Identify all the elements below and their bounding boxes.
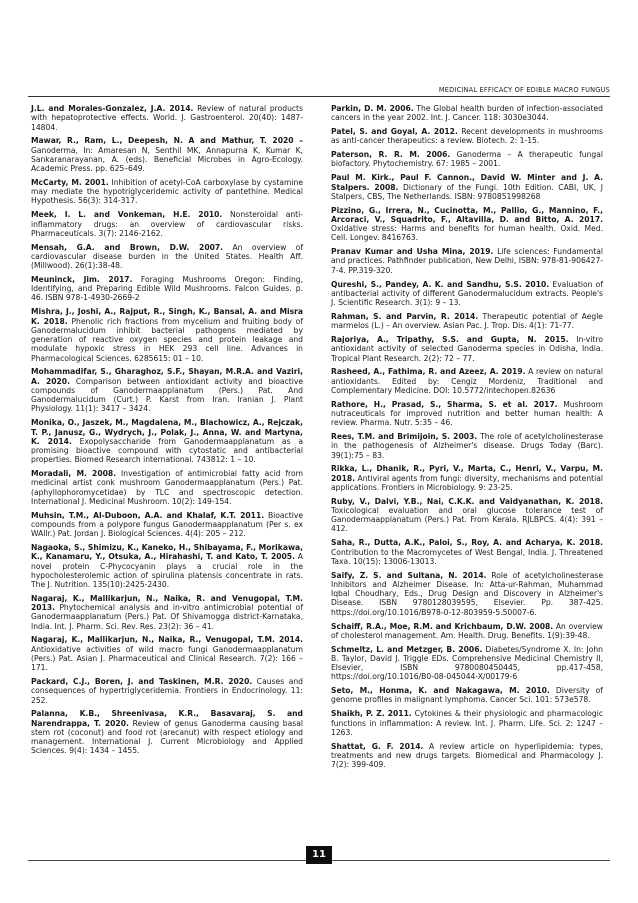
reference-entry (331, 127, 603, 146)
reference-entry (331, 104, 603, 123)
reference-entry (31, 178, 303, 206)
reference-text: Causes and consequences of hypertriglyceridemia. Frontiers in Endocrinology. 11: 252. (31, 677, 303, 705)
reference-authors: Rathore, H., Prasad, S., Sharma, S. et al. 2017. (331, 399, 558, 409)
reference-entry (331, 622, 603, 641)
reference-authors: Rikka, L., Dhanik, R., Pyri, V., Marta, C., Henri, V., Varpu, M. 2018. (331, 464, 603, 483)
reference-text: Life sciences: Fundamental and practices. Pathfinder publication, New Delhi, ISBN: 978-81-906427-7-4. PP.319-320. (331, 247, 604, 275)
reference-authors: Pranav Kumar and Usha Mina, 2019. (331, 247, 494, 257)
reference-entry (31, 136, 303, 173)
reference-authors: Meek, I. L. and Vonkeman, H.E. 2010. (31, 210, 223, 220)
reference-text: Therapeutic potential of Aegle marmelos (L.) – An overview. Asian Pac. J. Trop. Dis. 4(1): 71-77. (331, 311, 603, 331)
reference-authors: Rahman, S. and Parvin, R. 2014. (331, 311, 479, 321)
reference-authors: Shattat, G. F. 2014. (331, 741, 424, 751)
reference-entry (31, 367, 303, 413)
reference-text: The Global health burden of infection-associated cancers in the year 2002. Int. J. Cancer. 118: 3030e3044. (331, 104, 603, 123)
reference-entry (31, 210, 303, 238)
references-left-column (31, 104, 303, 760)
reference-entry (31, 243, 303, 271)
reference-entry (31, 469, 303, 506)
reference-entry (331, 571, 603, 617)
page-number (0, 842, 638, 864)
reference-authors: Parkin, D. M. 2006. (331, 104, 414, 113)
reference-authors: Muhsin, T.M., Al-Duboon, A.A. and Khalaf, K.T. 2011. (31, 510, 265, 520)
reference-authors: Saify, Z. S. and Sultana, N. 2014. (331, 570, 487, 580)
reference-authors: Seto, M., Honma, K. and Nakagawa, M. 2010. (331, 686, 550, 696)
reference-entry (331, 709, 603, 737)
reference-authors: Ruby, V., Dalvi, Y.B., Nai, C.K.K. and Vaidyanathan, K. 2018. (331, 496, 603, 506)
running-head: MEDICINAL EFFICACY OF EDIBLE MACRO FUNGUS (438, 86, 610, 94)
reference-text: Mushroom nutraceuticals for improved nutrition and better human health: A review. Pharma. Nutr. 5:35 – 46. (331, 399, 603, 428)
reference-text: Phenolic rich fractions from mycelium and fruiting body of Ganodermalucidum inhibit bacterial pathogens mediated by generation of reactive oxygen species and protein leakage and modulate hypoxic stress in HEK 293 cell line. Advances in Pharmacological Sciences. 6285615: 01 – 10. (31, 316, 303, 363)
reference-text: Evaluation of antibacterial activity of different Ganodermalucidum extracts. People's J. Scientific Research. 3(1): 9 – 13. (331, 279, 603, 308)
reference-text: Ganoderma, In: Amaresan N, Senthil MK, Annapurna K, Kumar K, Sankaranarayanan, A. (eds). Beneficial Microbes in Agro-Ecology. Academic Press. pp. 625–649. (31, 145, 303, 174)
reference-text: Nonsteroidal anti-inflammatory drugs: an overview of cardiovascular risks. Pharmaceuticals. 3(7): 2146-2162. (31, 210, 304, 238)
reference-entry (331, 312, 603, 331)
reference-text: In-vitro antioxidant activity of selected Ganoderma species in Odisha, India. Tropical Plant Research. 2(2): 72 – 77. (331, 335, 603, 363)
reference-text: Phytochemical analysis and in-vitro antimicrobial potential of Ganodermaapplanatum (Pers.) Pat. Of Shivamogga district-Karnataka, India. Int. J. Pharm. Sci. Rev. Res. 23(2): 36 – 41. (31, 603, 303, 631)
reference-authors: Paul M. Kirk., Paul F. Cannon., David W. Minter and J. A. Stalpers. 2008. (331, 173, 603, 192)
reference-authors: Schmeltz, L. and Metzger, B. 2006. (331, 644, 483, 654)
reference-authors: Saha, R., Dutta, A.K., Paloi, S., Roy, A. and Acharya, K. 2018. (331, 538, 603, 548)
reference-entry (331, 367, 603, 395)
reference-entry (31, 543, 303, 589)
reference-text: Review of natural products with hepatoprotective effects. World. J. Gastroenterol. 20(40): 1487-14804. (31, 104, 303, 132)
reference-text: Review of genus Ganoderma causing basal stem rot (coconut) and food rot (arecanut) with respect etiology and management. International J. Current Microbiology and Applied Sciences. 9(4): 1434 – 1455. (31, 718, 304, 756)
reference-text: A novel protein C-Phycocyanin plays a crucial role in the hypocholesterolemic action of spirulina platensis concentrate in rats. The J. Nutrition. 135(10):2425-2430. (31, 552, 303, 590)
reference-text: The role of acetylcholinesterase in the pathogenesis of Alzheimer's disease. Drugs Today (Barc). 39(1):75 – 83. (331, 432, 604, 460)
reference-entry (31, 511, 303, 539)
reference-text: Inhibition of acetyl-CoA carboxylase by cystamine may mediate the hypotriglyceridemic activity of pantethine. Medical Hypothesis. 56(3): 314-317. (31, 177, 304, 206)
reference-authors: Moradali, M. 2008. (31, 469, 117, 479)
reference-entry (331, 538, 603, 566)
page-number-label: 11 (306, 846, 332, 864)
reference-authors: Mohammadifar, S., Gharaghoz, S.F., Shayan, M.R.A. and Vaziri, A. 2020. (31, 367, 303, 386)
reference-authors: Paterson, R. R. M. 2006. (331, 150, 451, 160)
reference-text: Exopolysaccharide from Ganodermaapplanatum as a promising bioactive compound with cytostatic and antibacterial properties. Biomed Research international. 743812: 1 – 10. (31, 436, 303, 465)
reference-text: A review on natural antioxidants. Edited by: Cengiz Mordeniz, Traditional and Complementary Medicine. DOI: 10.5772/intechopen.82636 (331, 367, 604, 395)
reference-text: Diabetes/Syndrome X. In: John B. Taylor, David J. Triggle EDs. Comprehensive Medicinal Chemistry II, Elsevier, ISBN 9780080450445, pp.417-458, https://doi.org/10.1016/B0-08-045044-X/00179-6 (331, 644, 603, 682)
reference-entry (31, 709, 303, 755)
header-rule (28, 96, 610, 97)
reference-entry (31, 635, 303, 672)
reference-entry (331, 645, 603, 682)
page-header (0, 0, 638, 110)
reference-authors: Mensah, G.A. and Brown, D.W. 2007. (31, 242, 224, 252)
reference-text: Role of acetylcholinesterase Inhibitors and Alzheimer Disease. In: Atta-ur-Rahman, Muhammad Iqbal Choudhary, Eds., Drug Design and Discovery in Alzheimer's Disease. ISBN 9780128039595, Elsevier. Pp. 387-425. https://doi.org/10.1016/B978-0-12-803959-5.50007-6. (331, 570, 603, 617)
reference-authors: Shaikh, P. Z. 2011. (331, 709, 412, 719)
reference-text: Cytokines & their physiologic and pharmacologic functions in inflammation: A review. Int. J. Pharm. Life. Sci. 2: 1247 – 1263. (331, 709, 604, 737)
reference-entry (31, 418, 303, 464)
reference-entry (331, 206, 603, 243)
reference-text: Toxicological evaluation and oral glucose tolerance test of Ganodermaapplanatum (Pers.) Pat. From Kerala. RJLBPCS. 4(4): 391 – 412. (331, 505, 603, 534)
reference-text: Recent developments in mushrooms as anti-cancer therapeutics: a review. Biotech. 2: 1-15. (331, 127, 603, 146)
reference-entry (31, 307, 303, 363)
reference-authors: Mawar, R., Ram, L., Deepesh, N. A and Mathur, T. 2020 – (31, 136, 303, 146)
reference-authors: Monika, O., Jaszek, M., Magdalena, M., Blachowicz, A., Rejczak, T. P., Janusz, G., Wydrych, J., Polak, J., Anna, W. and Martyna, K. 2014. (31, 418, 303, 446)
reference-entry (331, 280, 603, 308)
reference-entry (331, 464, 603, 492)
reference-text: Investigation of antimicrobial fatty acid from medicinal artist conk mushroom Ganodermaapplanatum (Pers.) Pat. (aphyllophoromycetidae) by TLC and spectroscopic detection. International J. Medicinal Mushroom. 10(2): 149-154. (31, 469, 303, 506)
reference-text: Foraging Mushrooms Oregon: Finding, Identifying, and Preparing Edible Wild Mushrooms. Falcon Guides. p. 46. ISBN 978-1-4930-2669-2 (31, 274, 303, 303)
reference-authors: Nagaraj, K., Mallikarjun, N., Naika, R., Venugopal, T.M. 2014. (31, 635, 303, 645)
reference-text: Bioactive compounds from a polypore fungus Ganodermaapplanatum (Per s. ex WAllr.) Pat. Jordan J. Biological Sciences. 4(4): 205 – 212. (31, 510, 303, 539)
reference-authors: Meuninck, Jim. 2017. (31, 274, 133, 284)
reference-authors: Patel, S. and Goyal, A. 2012. (331, 127, 458, 137)
reference-entry (31, 275, 303, 303)
reference-text: Antiviral agents from fungi: diversity, mechanisms and potential applications. Frontiers in Microbiology. 9: 23-25. (331, 473, 603, 492)
reference-text: Oxidative stress: Harms and benefits for human health. Oxid. Med. Cell. Longev. 8416763. (331, 224, 603, 243)
reference-authors: Rasheed, A., Fathima, R. and Azeez, A. 2019. (331, 367, 526, 377)
reference-entry (331, 742, 603, 770)
reference-entry (331, 150, 603, 169)
reference-authors: Rajoriya, A., Tripathy, S.S. and Gupta, N. 2015. (331, 335, 569, 344)
reference-entry (331, 432, 603, 460)
reference-text: Antioxidative activities of wild macro fungi Ganodermaapplanatum (Pers.) Pat. Asian J. Pharmaceutical and Clinical Research. 7(2): 166 – 171. (31, 644, 303, 673)
reference-text: Diversity of genome profiles in malignant lymphoma. Cancer Sci. 101: 573e578. (331, 686, 603, 705)
reference-authors: Packard, C.J., Boren, J. and Taskinen, M.R. 2020. (31, 677, 253, 687)
reference-entry (331, 497, 603, 534)
reference-entry (331, 247, 603, 275)
reference-entry (331, 173, 603, 201)
reference-authors: Qureshi, S., Pandey, A. K. and Sandhu, S.S. 2010. (331, 279, 550, 289)
reference-text: Contribution to the Macromycetes of West Bengal, India. J. Threatened Taxa. 10(15): 13006-13013. (331, 547, 603, 566)
reference-entry (331, 335, 603, 363)
reference-authors: Palanna, K.B., Shreenivasa, K.R., Basavaraj, S. and Narendrappa, T. 2020. (31, 709, 303, 728)
reference-authors: Rees, T.M. and Brimijoin, S. 2003. (331, 432, 478, 442)
reference-authors: Pizzino, G., Irrera, N., Cucinotta, M., Pallio, G., Mannino, F., Arcoraci, V., Squadrito, F., Altavilla, D. and Bitto, A. 2017. (331, 205, 603, 224)
reference-text: An overview of cholesterol management. Am. Health. Drug. Benefits. 1(9):39-48. (331, 621, 603, 640)
reference-authors: Nagaoka, S., Shimizu, K., Kaneko, H., Shibayama, F., Morikawa, K., Kanamaru, Y., Otsuka, A., Hirahashi, T. and Kato, T. 2005. (31, 543, 303, 562)
reference-text: A review article on hyperlipidemia: types, treatments and new drugs targets. Biomedical and Pharmacology J. 7(2): 399-409. (331, 741, 603, 770)
reference-entry (31, 104, 303, 132)
reference-authors: J.L. and Morales-Gonzalez, J.A. 2014. (31, 104, 194, 113)
reference-text: Dictionary of the Fungi. 10th Edition. CABI, UK, J Stalpers, CBS, The Netherlands. ISBN: 9780851998268 (331, 182, 604, 201)
reference-entry (331, 400, 603, 428)
reference-entry (31, 594, 303, 631)
reference-authors: Schaiff, R.A., Moe, R.M. and Krichbaum, D.W. 2008. (331, 621, 554, 631)
reference-text: An overview of cardiovascular disease burden in the United States. Health Aff. (Millwood). 26(1):38-48. (31, 242, 304, 271)
reference-authors: Nagaraj, K., Mallikarjun, N., Naika, R. and Venugopal, T.M. 2013. (31, 593, 303, 613)
reference-entry (331, 686, 603, 705)
reference-authors: Mishra, J., Joshi, A., Rajput, R., Singh, K., Bansal, A. and Misra K. 2018. (31, 307, 303, 326)
reference-text: Comparison between antioxidant activity and bioactive compounds of Ganodermaapplanatum (Pers.) Pat. And Ganodermalucidum (Curt.) P. Karst from Iran. Iranian J. Plant Physiology. 11(1): 3417 – 3424. (31, 376, 303, 414)
references-right-column (331, 104, 603, 774)
reference-entry (31, 677, 303, 705)
reference-text: Ganoderma – A therapeutic fungal biofactory. Phytochemistry. 67: 1985 – 2001. (331, 150, 603, 169)
reference-authors: McCarty, M. 2001. (31, 177, 109, 187)
